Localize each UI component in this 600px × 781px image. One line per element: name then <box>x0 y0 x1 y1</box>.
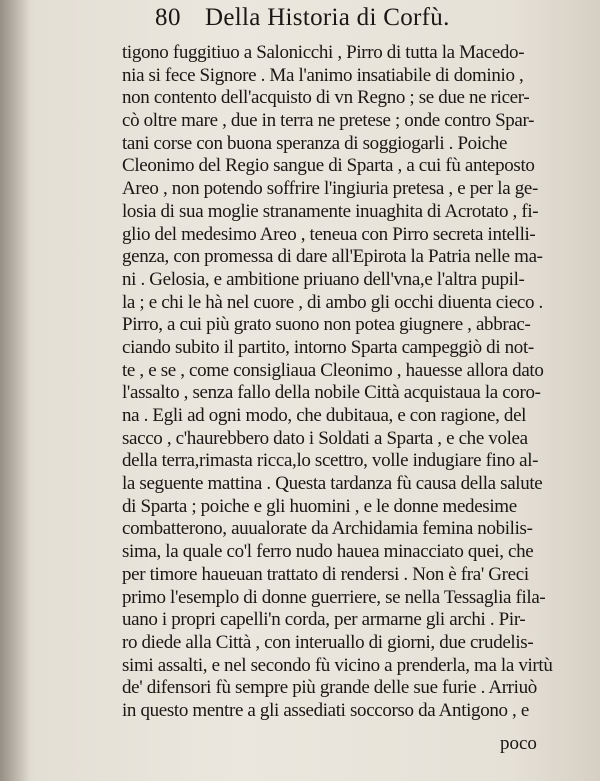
catchword: poco <box>500 733 537 754</box>
text-line: cò oltre mare , due in terra ne pretese ; onde contro Spar- <box>122 110 535 132</box>
text-line: nia si fece Signore . Ma l'animo insatiabile di dominio , <box>122 64 524 86</box>
text-line: non contento dell'acquisto di vn Regno ; se due ne ricer- <box>122 87 530 109</box>
page-number: 80 <box>155 4 181 31</box>
text-line: ro diede alla Città , con interuallo di giorni, due crudelis- <box>122 631 534 653</box>
text-line: glio del medesimo Areo , teneua con Pirro secreta intelli- <box>122 223 536 245</box>
text-line: ciando subito il partito, intorno Sparta campeggiò di not- <box>122 336 534 358</box>
text-line: di Sparta ; poiche e gli huomini , e le donne medesime <box>122 495 517 517</box>
text-line: della terra,rimasta ricca,lo scettro, volle indugiare fino al- <box>122 450 539 472</box>
text-line: l'assalto , senza fallo della nobile Città acquistaua la coro- <box>122 382 541 404</box>
text-line: tani corse con buona speranza di soggiogarli . Poiche <box>122 132 508 154</box>
gutter-shadow <box>0 0 30 781</box>
text-line: per timore haueuan trattato di rendersi . Non è fra' Greci <box>122 563 529 585</box>
text-line: combatterono, auualorate da Archidamia femina nobilis- <box>122 518 533 540</box>
text-line: ni . Gelosia, e ambitione priuano dell'vna,e l'altra pupil- <box>122 268 525 290</box>
text-line: primo l'esemplo di donne guerriere, se nella Tessaglia fila- <box>122 586 546 608</box>
text-line: genza, con promessa di dare all'Epirota la Patria nelle ma- <box>122 246 543 268</box>
text-line: te , e se , come consigliaua Cleonimo , hauesse allora dato <box>122 359 544 381</box>
text-line: simi assalti, e nel secondo fù vicino a prenderla, ma la virtù <box>122 654 553 676</box>
text-line: la ; e chi le hà nel cuore , di ambo gli occhi diuenta cieco . <box>122 291 543 313</box>
text-line: Areo , non potendo soffrire l'ingiuria pretesa , e per la ge- <box>122 178 538 200</box>
text-line: na . Egli ad ogni modo, che dubitaua, e con ragione, del <box>122 405 527 426</box>
text-line: sacco , c'haurebbero dato i Soldati a Sparta , e che volea <box>122 427 528 449</box>
text-line: losia di sua moglie stranamente inuaghita di Acrotato , fi- <box>122 200 539 222</box>
text-line: Pirro, a cui più grato suono non potea giugnere , abbrac- <box>122 314 531 336</box>
text-line: in questo mentre a gli assediati soccorso da Antigono , e <box>122 699 529 721</box>
running-title: Della Historia di Corfù. <box>205 4 450 31</box>
text-line: uano i propri capelli'n corda, per armarne gli archi . Pir- <box>122 609 526 631</box>
text-line: tigono fuggitiuo a Salonicchi , Pirro di tutta la Macedo- <box>122 42 525 63</box>
text-line: la seguente mattina . Questa tardanza fù causa della salute <box>122 473 543 495</box>
text-line: Cleonimo del Regio sangue di Sparta , a cui fù anteposto <box>122 155 535 177</box>
text-line: de' difensori fù sempre più grande delle sue furie . Arriuò <box>122 677 537 699</box>
text-line: sima, la quale co'l ferro nudo hauea minacciato quei, che <box>122 541 534 563</box>
body-text <box>122 42 570 723</box>
